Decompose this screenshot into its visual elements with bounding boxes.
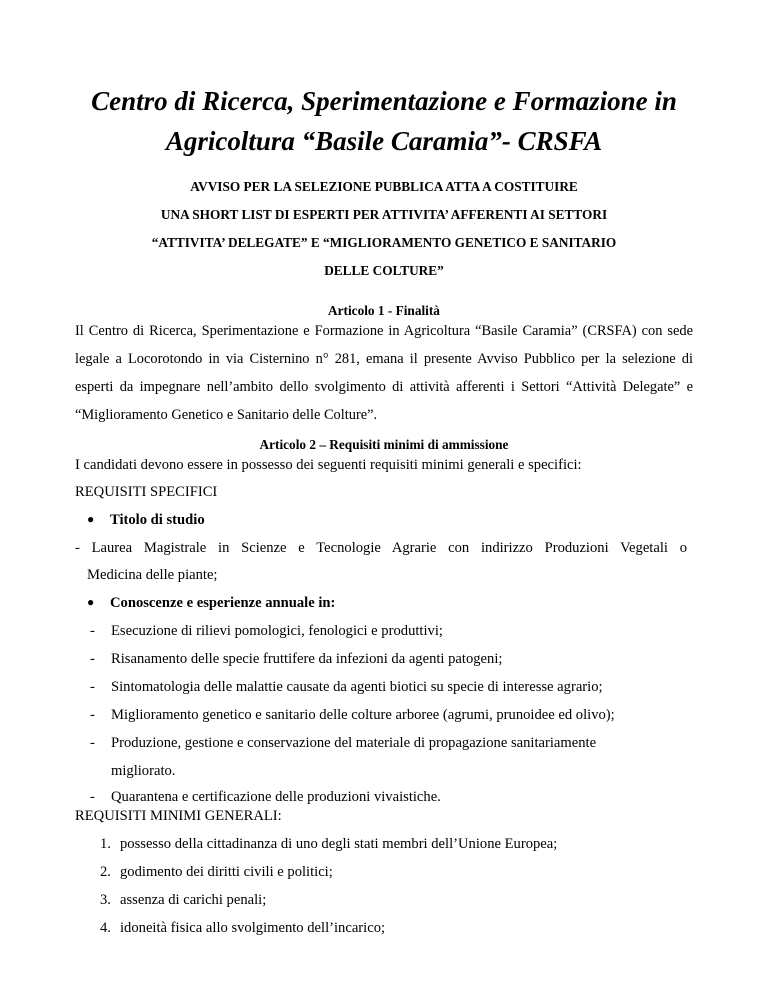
knowledge-item: migliorato. — [111, 763, 176, 779]
title-of-study-label: Titolo di studio — [110, 512, 205, 528]
degree-line-2: Medicina delle piante; — [87, 567, 218, 583]
notice-title-line-3: “ATTIVITA’ DELEGATE” E “MIGLIORAMENTO GENETICO E SANITARIO — [151, 235, 617, 250]
knowledge-item: Risanamento delle specie fruttifere da infezioni da agenti patogeni; — [111, 651, 503, 667]
general-requirement: idoneità fisica allo svolgimento dell’incarico; — [120, 920, 386, 936]
dash-marker: - — [90, 651, 95, 667]
list-number: 3. — [100, 892, 111, 908]
article-2-intro: I candidati devono essere in possesso dei seguenti requisiti minimi generali e specifici: — [75, 457, 582, 473]
dash-marker: - — [90, 789, 95, 805]
document-title-line-1: Centro di Ricerca, Sperimentazione e Formazione in — [91, 86, 677, 116]
knowledge-item: Miglioramento genetico e sanitario delle colture arboree (agrumi, prunoidee ed olivo); — [111, 707, 615, 723]
notice-title-line-1: AVVISO PER LA SELEZIONE PUBBLICA ATTA A COSTITUIRE — [190, 179, 578, 194]
dash-marker: - — [90, 623, 95, 639]
general-requirements-label: REQUISITI MINIMI GENERALI: — [75, 808, 282, 824]
dash-marker: - — [90, 707, 95, 723]
general-requirement: godimento dei diritti civili e politici; — [120, 864, 333, 880]
knowledge-item: Esecuzione di rilievi pomologici, fenologici e produttivi; — [111, 623, 443, 639]
article-1-body: Il Centro di Ricerca, Sperimentazione e Formazione in Agricoltura “Basile Caramia” (CRSFA) con sede legale a Locorotondo in via Cisternino n° 281, emana il presente Avviso Pubblico per la selezione di esperti da impegnare nell’ambito dello svolgimento di attività afferenti i Settori “Attività Delegate” e “Miglioramento Genetico e Sanitario delle Colture”. — [75, 323, 693, 423]
degree-line-1: - Laurea Magistrale in Scienze e Tecnologie Agrarie con indirizzo Produzioni Vegetali o — [75, 540, 687, 556]
notice-title-line-2: UNA SHORT LIST DI ESPERTI PER ATTIVITA’ AFFERENTI AI SETTORI — [160, 207, 608, 222]
general-requirement: possesso della cittadinanza di uno degli stati membri dell’Unione Europea; — [120, 836, 558, 852]
article-1-heading: Articolo 1 - Finalità — [328, 303, 440, 318]
knowledge-label: Conoscenze e esperienze annuale in: — [110, 595, 336, 611]
bullet-icon: ● — [87, 512, 95, 526]
list-number: 2. — [100, 864, 111, 880]
dash-marker: - — [90, 679, 95, 695]
knowledge-item: Sintomatologia delle malattie causate da agenti biotici su specie di interesse agrario; — [111, 679, 603, 695]
specific-requirements-label: REQUISITI SPECIFICI — [75, 484, 218, 500]
notice-title-line-4: DELLE COLTURE” — [324, 263, 444, 278]
knowledge-item: Produzione, gestione e conservazione del materiale di propagazione sanitariamente — [111, 735, 597, 751]
knowledge-item: Quarantena e certificazione delle produzioni vivaistiche. — [111, 789, 441, 805]
general-requirement: assenza di carichi penali; — [120, 892, 267, 908]
bullet-icon: ● — [87, 595, 95, 609]
dash-marker: - — [90, 735, 95, 751]
list-number: 4. — [100, 920, 111, 936]
document-title-line-2: Agricoltura “Basile Caramia”- CRSFA — [165, 126, 603, 156]
list-number: 1. — [100, 836, 111, 852]
article-2-heading: Articolo 2 – Requisiti minimi di ammissione — [259, 437, 509, 452]
